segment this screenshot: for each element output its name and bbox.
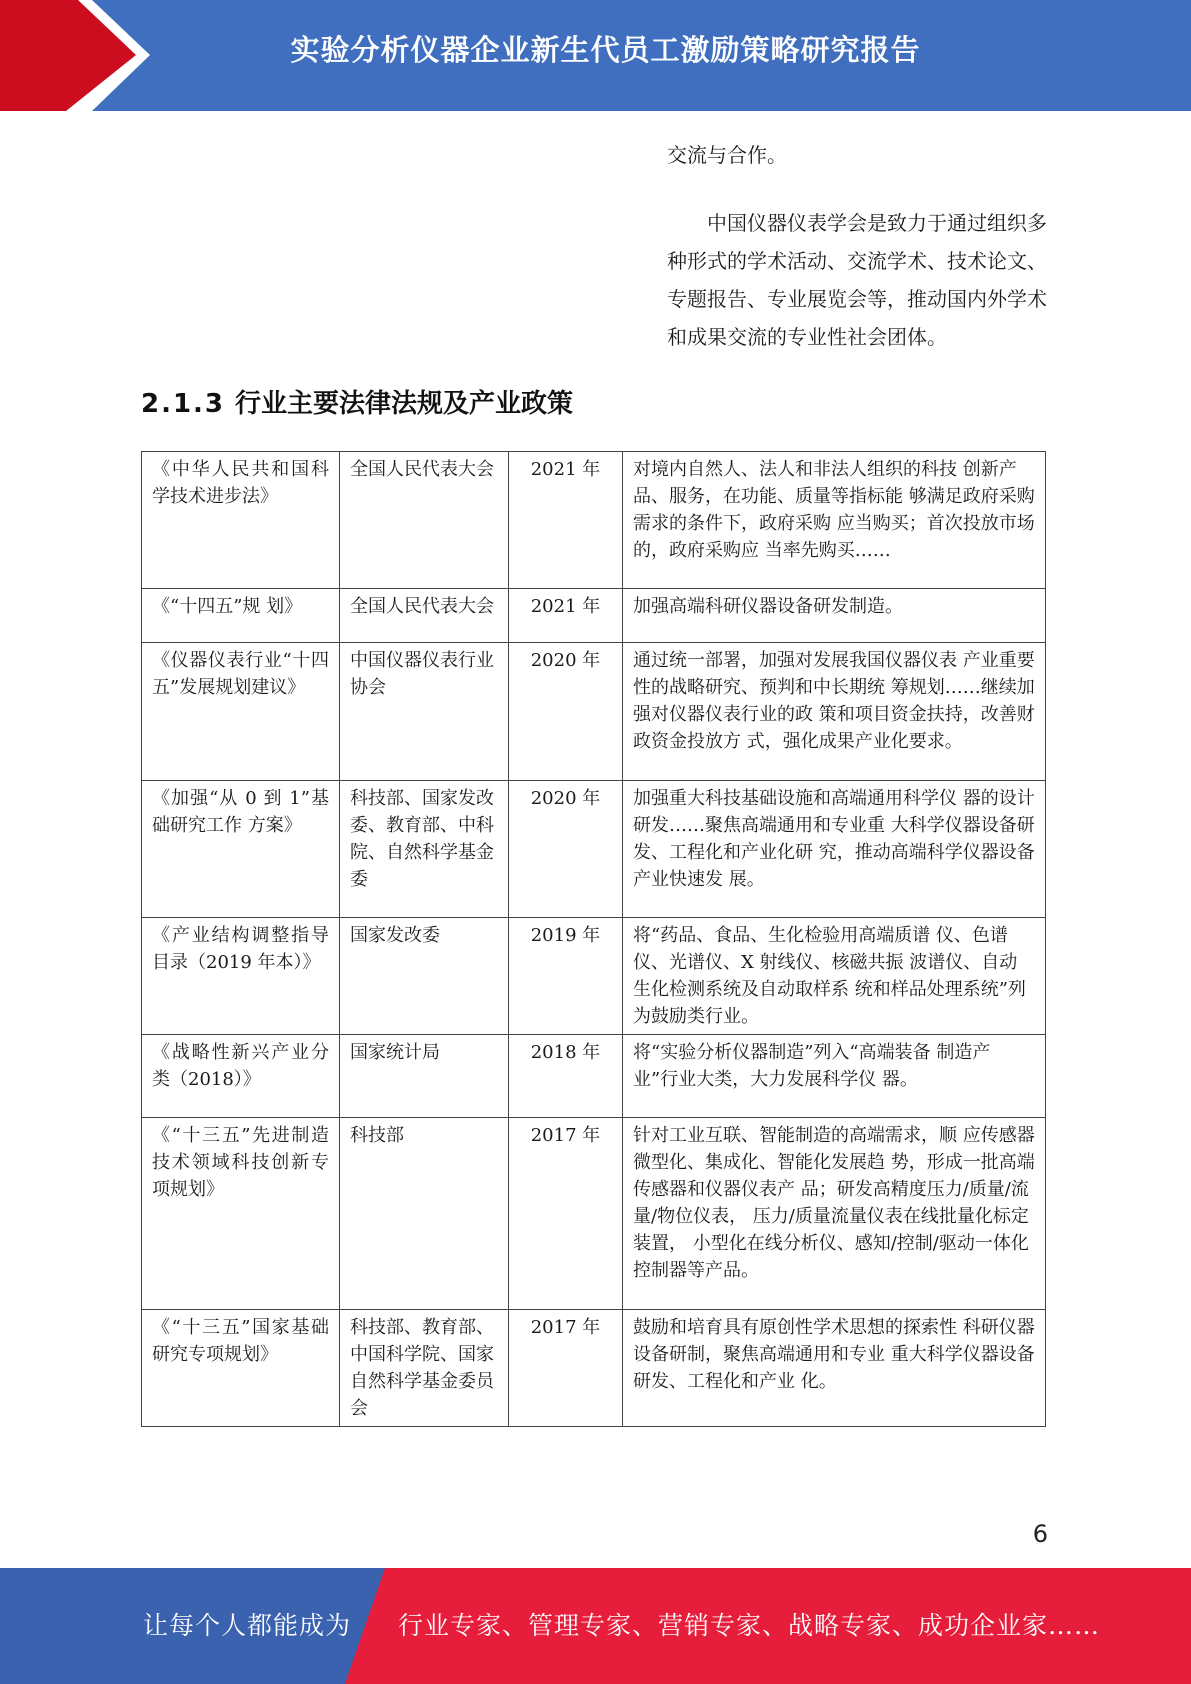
intro-paragraph-1: 交流与合作。 — [667, 143, 787, 167]
table-row — [142, 589, 1046, 643]
policy-name: 《仪器仪表行业“十四五”发展规划建议》 — [142, 643, 340, 781]
policy-issuer: 全国人民代表大会 — [340, 589, 509, 643]
policy-content: 加强高端科研仪器设备研发制造。 — [623, 589, 1046, 643]
footer-slogan-right: 行业专家、管理专家、营销专家、战略专家、成功企业家…… — [398, 1611, 1101, 1640]
policy-year: 2018 年 — [509, 1035, 623, 1118]
policy-year: 2017 年 — [509, 1310, 623, 1427]
policy-issuer: 国家统计局 — [340, 1035, 509, 1118]
table-row — [142, 452, 1046, 589]
policy-year: 2021 年 — [509, 452, 623, 589]
page-number: 6 — [1032, 1520, 1048, 1548]
section-title: 行业主要法律法规及产业政策 — [235, 389, 574, 419]
report-title: 实验分析仪器企业新生代员工激励策略研究报告 — [290, 33, 921, 67]
policy-content: 对境内自然人、法人和非法人组织的科技 创新产品、服务，在功能、质量等指标能 够满足政府采购需求的条件下，政府采购 应当购买；首次投放市场的，政府采购应 当率先购买…… — [623, 452, 1046, 589]
policy-name: 《产业结构调整指导目录（2019 年本）》 — [142, 918, 340, 1035]
page-header — [0, 0, 1191, 111]
policy-content: 通过统一部署，加强对发展我国仪器仪表 产业重要性的战略研究、预判和中长期统 筹规划……继续加强对仪器仪表行业的政 策和项目资金扶持，改善财政资金投放方 式，强化成果产业化要求。 — [623, 643, 1046, 781]
policy-content: 加强重大科技基础设施和高端通用科学仪 器的设计研发……聚焦高端通用和专业重 大科学仪器设备研发、工程化和产业化研 究，推动高端科学仪器设备产业快速发 展。 — [623, 781, 1046, 918]
policy-year: 2020 年 — [509, 643, 623, 781]
policy-name: 《加强“从 0 到 1”基础研究工作 方案》 — [142, 781, 340, 918]
section-number: 2.1.3 — [141, 389, 226, 419]
policy-issuer: 全国人民代表大会 — [340, 452, 509, 589]
policy-name: 《战略性新兴产业分类（2018）》 — [142, 1035, 340, 1118]
policy-table — [141, 451, 1046, 1427]
policy-issuer: 国家发改委 — [340, 918, 509, 1035]
intro-text — [667, 136, 1047, 356]
policy-issuer: 中国仪器仪表行业协会 — [340, 643, 509, 781]
policy-name: 《“十四五”规 划》 — [142, 589, 340, 643]
page-footer — [0, 1568, 1191, 1684]
table-row — [142, 1118, 1046, 1310]
section-heading — [141, 383, 573, 420]
table-row — [142, 918, 1046, 1035]
policy-year: 2017 年 — [509, 1118, 623, 1310]
table-row — [142, 1035, 1046, 1118]
table-row — [142, 1310, 1046, 1427]
policy-year: 2021 年 — [509, 589, 623, 643]
policy-name: 《“十三五”先进制造技术领域科技创新专项规划》 — [142, 1118, 340, 1310]
table-row — [142, 643, 1046, 781]
policy-name: 《中华人民共和国科学技术进步法》 — [142, 452, 340, 589]
policy-content: 将“药品、食品、生化检验用高端质谱 仪、色谱仪、光谱仪、X 射线仪、核磁共振 波谱仪、自动生化检测系统及自动取样系 统和样品处理系统”列为鼓励类行业。 — [623, 918, 1046, 1035]
policy-issuer: 科技部 — [340, 1118, 509, 1310]
policy-content: 针对工业互联、智能制造的高端需求，顺 应传感器微型化、集成化、智能化发展趋 势，形成一批高端传感器和仪器仪表产 品；研发高精度压力/质量/流量/物位仪表， 压力/质量流量仪表在线批量化标定装置， 小型化在线分析仪、感知/控制/驱动一体化 控制器等产品。 — [623, 1118, 1046, 1310]
policy-issuer: 科技部、教育部、中国科学院、国家自然科学基金委员会 — [340, 1310, 509, 1427]
footer-slogan-left: 让每个人都能成为 — [143, 1611, 352, 1640]
policy-content: 鼓励和培育具有原创性学术思想的探索性 科研仪器设备研制，聚焦高端通用和专业 重大科学仪器设备研发、工程化和产业 化。 — [623, 1310, 1046, 1427]
policy-year: 2019 年 — [509, 918, 623, 1035]
policy-issuer: 科技部、国家发改委、教育部、中科院、自然科学基金委 — [340, 781, 509, 918]
policy-year: 2020 年 — [509, 781, 623, 918]
table-row — [142, 781, 1046, 918]
policy-name: 《“十三五”国家基础研究专项规划》 — [142, 1310, 340, 1427]
policy-content: 将“实验分析仪器制造”列入“高端装备 制造产业”行业大类，大力发展科学仪 器。 — [623, 1035, 1046, 1118]
intro-paragraph-2: 中国仪器仪表学会是致力于通过组织多种形式的学术活动、交流学术、技术论文、专题报告、专业展览会等，推动国内外学术和成果交流的专业性社会团体。 — [667, 211, 1047, 349]
